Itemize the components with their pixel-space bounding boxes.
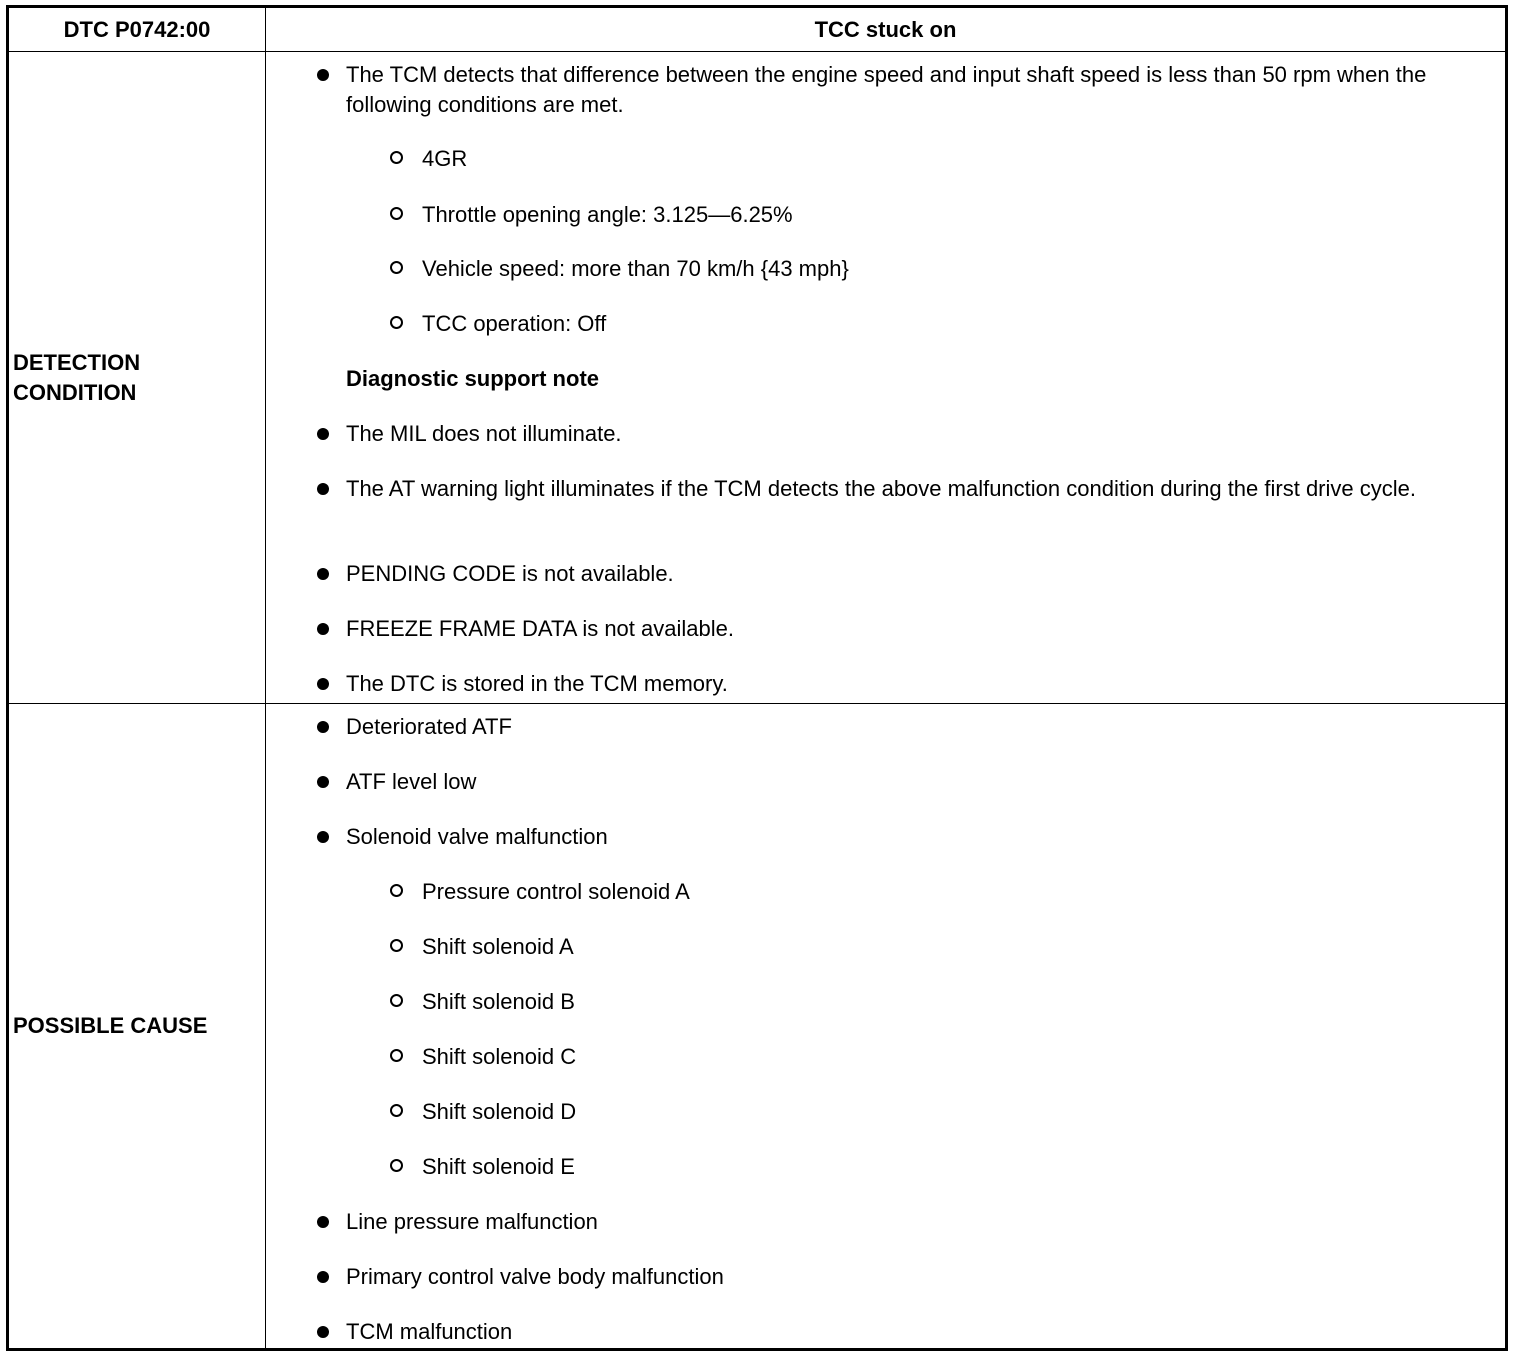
sub-condition: TCC operation: Off [422, 311, 607, 336]
solenoid-item: Shift solenoid D [422, 1099, 577, 1124]
bullet-icon [317, 678, 329, 690]
bullet-icon [317, 568, 329, 580]
bullet-icon [317, 831, 329, 843]
note-item: The DTC is stored in the TCM memory. [346, 671, 728, 696]
bullet-icon [317, 721, 329, 733]
circle-bullet-icon [390, 1104, 403, 1117]
dtc-title: TCC stuck on [814, 16, 957, 42]
solenoid-item: Pressure control solenoid A [422, 879, 690, 904]
solenoid-item: Shift solenoid E [422, 1154, 575, 1179]
cause-item: Deteriorated ATF [346, 714, 512, 739]
bullet-icon [317, 776, 329, 788]
main-condition: The TCM detects that difference between the engine speed and input shaft speed is less than 50 rpm when the following conditions are met. [346, 62, 1427, 117]
cause-item: Solenoid valve malfunction [346, 824, 608, 849]
circle-bullet-icon [390, 1049, 403, 1062]
detection-content-cell [266, 52, 1505, 703]
detection-label-cell [9, 52, 266, 703]
bullet-icon [317, 69, 329, 81]
cause-content-cell [266, 704, 1505, 1348]
sub-condition: 4GR [422, 146, 468, 171]
circle-bullet-icon [390, 939, 403, 952]
header-title-cell [266, 8, 1505, 51]
bullet-icon [317, 428, 329, 440]
solenoid-item: Shift solenoid B [422, 989, 575, 1014]
dtc-code: DTC P0742:00 [63, 16, 211, 42]
circle-bullet-icon [390, 261, 403, 274]
bullet-icon [317, 1271, 329, 1283]
solenoid-item: Shift solenoid A [422, 934, 574, 959]
detection-label: DETECTION CONDITION [13, 349, 141, 405]
cause-item: TCM malfunction [346, 1319, 513, 1344]
cause-item: ATF level low [346, 769, 477, 794]
possible-cause-row [9, 704, 1505, 1348]
note-item: PENDING CODE is not available. [346, 561, 674, 586]
header-dtc-cell [9, 8, 266, 51]
bullet-icon [317, 1216, 329, 1228]
circle-bullet-icon [390, 994, 403, 1007]
table-header-row [9, 8, 1505, 52]
cause-label-cell [9, 704, 266, 1348]
circle-bullet-icon [390, 1159, 403, 1172]
note-item: The MIL does not illuminate. [346, 421, 622, 446]
bullet-icon [317, 623, 329, 635]
circle-bullet-icon [390, 884, 403, 897]
circle-bullet-icon [390, 151, 403, 164]
sub-condition: Throttle opening angle: 3.125—6.25% [422, 202, 793, 227]
bullet-icon [317, 1326, 329, 1338]
circle-bullet-icon [390, 316, 403, 329]
note-item: The AT warning light illuminates if the TCM detects the above malfunction condition during the first drive cycle. [346, 476, 1416, 501]
cause-item: Primary control valve body malfunction [346, 1264, 724, 1289]
cause-item: Line pressure malfunction [346, 1209, 598, 1234]
sub-condition: Vehicle speed: more than 70 km/h {43 mph} [422, 256, 849, 281]
note-heading: Diagnostic support note [346, 366, 599, 391]
note-item: FREEZE FRAME DATA is not available. [346, 616, 734, 641]
solenoid-item: Shift solenoid C [422, 1044, 577, 1069]
circle-bullet-icon [390, 207, 403, 220]
dtc-table [6, 5, 1508, 1351]
bullet-icon [317, 483, 329, 495]
detection-condition-row [9, 52, 1505, 704]
cause-label: POSSIBLE CAUSE [13, 1013, 208, 1038]
